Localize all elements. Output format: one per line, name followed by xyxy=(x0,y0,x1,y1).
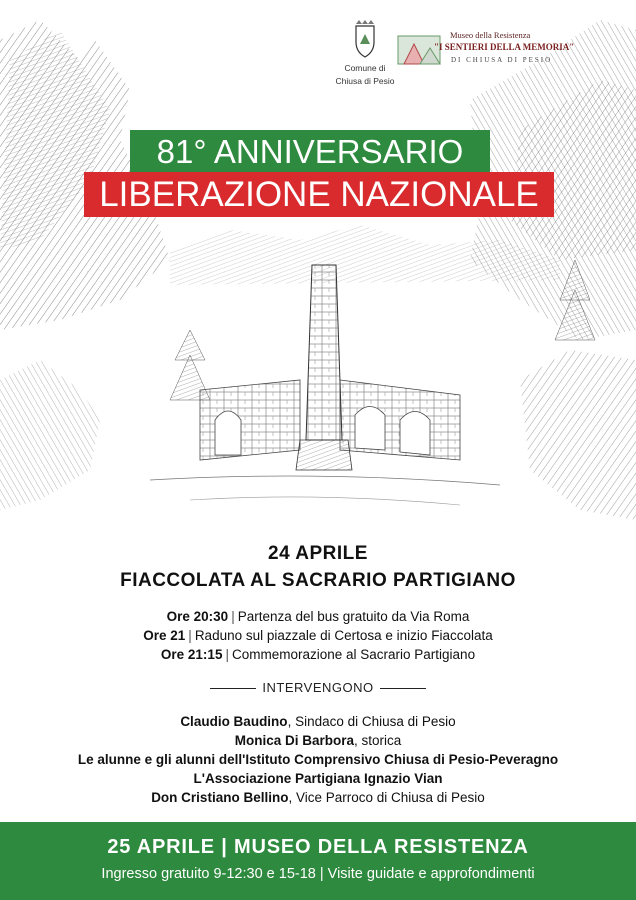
comune-name-line2: Chiusa di Pesio xyxy=(335,76,395,86)
liberation-title-band: LIBERAZIONE NAZIONALE xyxy=(84,172,554,217)
schedule-description: Raduno sul piazzale di Certosa e inizio Fiaccolata xyxy=(194,628,493,643)
event-title: FIACCOLATA AL SACRARIO PARTIGIANO xyxy=(120,570,516,591)
footer-subtitle: Ingresso gratuito 9-12:30 e 15-18 | Visite guidate e approfondimenti xyxy=(101,866,535,882)
footer-title: 25 APRILE | MUSEO DELLA RESISTENZA xyxy=(107,836,529,858)
speaker-row xyxy=(0,714,636,729)
speaker-name: L'Associazione Partigiana Ignazio Vian xyxy=(193,771,443,786)
schedule-row xyxy=(0,647,636,662)
footer-band xyxy=(0,822,636,900)
schedule-separator: | xyxy=(188,628,192,643)
speaker-name: Le alunne e gli alunni dell'Istituto Comprensivo Chiusa di Pesio-Peveragno xyxy=(77,752,559,767)
comune-name-line1: Comune di xyxy=(344,63,386,73)
schedule-time: Ore 21:15 xyxy=(160,647,223,662)
speaker-row xyxy=(0,752,636,767)
comune-logo xyxy=(330,20,400,86)
speaker-row xyxy=(0,771,636,786)
comune-crest-icon xyxy=(350,20,380,60)
schedule-separator: | xyxy=(231,609,235,624)
speakers-heading: INTERVENGONO xyxy=(262,680,374,695)
speaker-row xyxy=(0,733,636,748)
anniversary-title-band: 81° ANNIVERSARIO xyxy=(130,130,490,172)
museo-name-line3: DI CHIUSA DI PESIO xyxy=(451,56,553,64)
schedule-separator: | xyxy=(225,647,229,662)
speaker-role: , Vice Parroco di Chiusa di Pesio xyxy=(288,790,485,805)
speaker-name: Claudio Baudino xyxy=(180,714,288,729)
schedule-description: Partenza del bus gratuito da Via Roma xyxy=(237,609,470,624)
speaker-role: , storica xyxy=(354,733,402,748)
speakers-heading-row xyxy=(0,680,636,695)
event-date: 24 APRILE xyxy=(268,543,368,564)
divider-line-right xyxy=(380,688,426,689)
speaker-name: Monica Di Barbora xyxy=(234,733,354,748)
schedule-row xyxy=(0,628,636,643)
museo-logo xyxy=(394,22,630,82)
speaker-role: , Sindaco di Chiusa di Pesio xyxy=(287,714,456,729)
schedule-row xyxy=(0,609,636,624)
divider-line-left xyxy=(210,688,256,689)
museo-name-line1: Museo della Resistenza xyxy=(450,30,531,40)
speaker-name: Don Cristiano Bellino xyxy=(151,790,289,805)
schedule-time: Ore 21 xyxy=(143,628,186,643)
schedule-time: Ore 20:30 xyxy=(166,609,229,624)
museo-name-line2: "I SENTIERI DELLA MEMORIA" xyxy=(434,42,575,52)
schedule-description: Commemorazione al Sacrario Partigiano xyxy=(231,647,476,662)
speaker-row xyxy=(0,790,636,805)
